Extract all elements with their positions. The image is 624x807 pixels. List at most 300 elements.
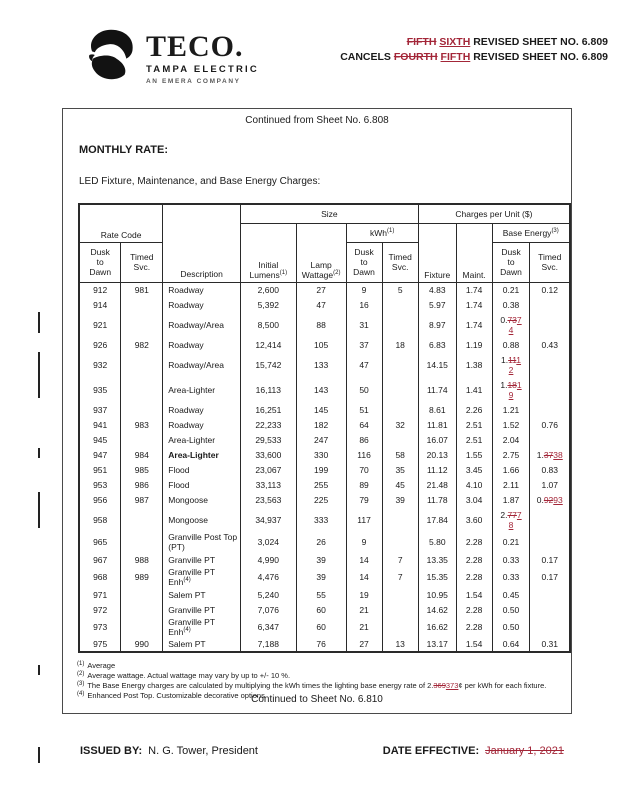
old-revision-word: FIFTH <box>406 36 437 48</box>
rate-code-timed-cell: 983 <box>121 417 163 432</box>
kwh-timed-svc-header: Timed Svc. <box>382 242 418 282</box>
initial-lumens-cell: 16,251 <box>240 402 296 417</box>
fixture-charge-cell: 14.15 <box>418 352 456 377</box>
text: 0.33 <box>502 554 520 565</box>
base-energy-timed-cell <box>530 402 570 417</box>
issued-by-label: ISSUED BY: <box>80 745 143 757</box>
be-dusk-to-dawn-header: Dusk to Dawn <box>492 242 530 282</box>
text: Average <box>87 661 116 670</box>
rate-code-timed-cell: 988 <box>121 552 163 567</box>
teco-swirl-icon <box>84 27 138 83</box>
footnote-marker: (1) <box>77 660 85 667</box>
rate-code-dusk-cell: 937 <box>79 402 121 417</box>
rate-code-dusk-cell: 972 <box>79 602 121 617</box>
kwh-dusk-cell: 9 <box>346 532 382 552</box>
maint-charge-cell: 2.26 <box>456 402 492 417</box>
text: 0.38 <box>502 299 520 310</box>
rate-code-timed-cell: 990 <box>121 637 163 652</box>
text: The Base Energy charges are calculated by multiplying the kWh times the lighting base energy rate of 2. <box>87 681 434 690</box>
maint-charge-cell: 1.41 <box>456 377 492 402</box>
text: 0.12 <box>541 284 559 295</box>
rate-code-timed-cell <box>121 402 163 417</box>
maint-charge-cell: 2.28 <box>456 552 492 567</box>
logo-text <box>146 27 259 85</box>
base-energy-dusk-cell <box>492 402 530 417</box>
kwh-dusk-cell: 47 <box>346 352 382 377</box>
fixture-charge-cell: 20.13 <box>418 447 456 462</box>
description-cell: Granville Post Top (PT) <box>163 532 241 552</box>
description-cell: Flood <box>163 477 241 492</box>
fixture-charge-cell: 10.95 <box>418 587 456 602</box>
base-energy-timed-cell <box>530 567 570 587</box>
continued-to-note: Continued to Sheet No. 6.810 <box>251 694 383 705</box>
initial-lumens-cell: 33,600 <box>240 447 296 462</box>
text: 0. <box>536 494 544 505</box>
deleted-text: 73 <box>507 314 517 325</box>
kwh-timed-cell <box>382 377 418 402</box>
rate-code-dusk-cell: 951 <box>79 462 121 477</box>
base-energy-dusk-cell <box>492 477 530 492</box>
rate-code-dusk-cell: 958 <box>79 507 121 532</box>
lamp-wattage-cell: 39 <box>296 567 346 587</box>
fixture-charge-cell: 21.48 <box>418 477 456 492</box>
initial-lumens-cell: 34,937 <box>240 507 296 532</box>
rate-row-968 <box>79 567 570 587</box>
rate-row-932 <box>79 352 570 377</box>
revision-line-1 <box>340 35 608 50</box>
kwh-timed-cell <box>382 432 418 447</box>
initial-lumens-cell: 7,188 <box>240 637 296 652</box>
lamp-wattage-cell: 60 <box>296 602 346 617</box>
change-bar <box>38 448 40 458</box>
deleted-text: 11 <box>508 354 517 365</box>
be-timed-svc-header: Timed Svc. <box>530 242 570 282</box>
rate-code-dusk-cell: 965 <box>79 532 121 552</box>
charges-group-header: Charges per Unit ($) <box>418 204 570 223</box>
base-energy-timed-cell <box>530 462 570 477</box>
rate-code-timed-cell: 982 <box>121 337 163 352</box>
rate-code-dusk-cell: 914 <box>79 297 121 312</box>
size-group-header: Size <box>240 204 418 223</box>
text: 1.07 <box>541 479 559 490</box>
maint-charge-cell: 1.54 <box>456 637 492 652</box>
maint-charge-cell: 1.54 <box>456 587 492 602</box>
description-cell: Roadway <box>163 417 241 432</box>
rate-code-timed-cell <box>121 507 163 532</box>
logo-brand: TECO. <box>146 30 244 63</box>
base-energy-dusk-cell <box>492 312 530 337</box>
base-energy-dusk-cell <box>492 492 530 507</box>
inserted-text: 7 <box>516 509 522 520</box>
base-energy-dusk-cell <box>492 602 530 617</box>
base-energy-timed-cell <box>530 312 570 337</box>
lamp-wattage-cell: 255 <box>296 477 346 492</box>
kwh-timed-cell <box>382 352 418 377</box>
text: 0.17 <box>541 572 559 582</box>
rate-row-967 <box>79 552 570 567</box>
table-caption: LED Fixture, Maintenance, and Base Energy Charges: <box>79 176 321 187</box>
rate-code-dusk-cell: 973 <box>79 617 121 637</box>
fixture-charge-cell: 6.83 <box>418 337 456 352</box>
base-energy-timed-cell <box>530 282 570 297</box>
teco-logo <box>84 27 259 85</box>
change-bar <box>38 492 40 528</box>
text: ¢ per kWh for each fixture. <box>458 681 547 690</box>
initial-lumens-cell: 12,414 <box>240 337 296 352</box>
base-energy-timed-cell <box>530 352 570 377</box>
base-energy-timed-cell <box>530 447 570 462</box>
lamp-wattage-cell: 105 <box>296 337 346 352</box>
maint-charge-cell: 1.55 <box>456 447 492 462</box>
fixture-header: Fixture <box>418 223 456 282</box>
initial-lumens-cell: 33,113 <box>240 477 296 492</box>
base-energy-dusk-cell <box>492 507 530 532</box>
kwh-dusk-cell: 19 <box>346 587 382 602</box>
rate-row-945 <box>79 432 570 447</box>
initial-lumens-cell: 6,347 <box>240 617 296 637</box>
revision-line-2 <box>340 50 608 65</box>
footnote-marker: (3) <box>77 680 85 687</box>
footnote-marker: (4) <box>77 690 85 697</box>
initial-lumens-cell: 29,533 <box>240 432 296 447</box>
text: 0.43 <box>541 339 559 350</box>
description-cell: Mongoose <box>163 507 241 532</box>
rate-code-timed-cell <box>121 532 163 552</box>
rate-dusk-to-dawn-header: Dusk to Dawn <box>79 242 121 282</box>
rate-code-timed-cell <box>121 587 163 602</box>
description-cell: Roadway <box>163 282 241 297</box>
lamp-wattage-cell: 182 <box>296 417 346 432</box>
base-energy-timed-cell <box>530 552 570 567</box>
rate-code-timed-cell: 985 <box>121 462 163 477</box>
text: 1.21 <box>502 404 520 415</box>
description-cell: Granville PT Enh$^{(4)}$ <box>163 567 241 587</box>
footnote-marker: (2) <box>77 670 85 677</box>
maint-header: Maint. <box>456 223 492 282</box>
initial-lumens-cell: 23,563 <box>240 492 296 507</box>
rate-row-972 <box>79 602 570 617</box>
rate-row-975 <box>79 637 570 652</box>
base-energy-dusk-cell <box>492 567 530 587</box>
kwh-timed-cell <box>382 587 418 602</box>
fixture-charge-cell: 4.83 <box>418 282 456 297</box>
maint-charge-cell: 2.28 <box>456 602 492 617</box>
text: 0.45 <box>502 589 520 600</box>
monthly-rate-heading: MONTHLY RATE: <box>79 144 169 156</box>
kwh-timed-cell: 32 <box>382 417 418 432</box>
kwh-timed-cell: 18 <box>382 337 418 352</box>
issued-by-value: N. G. Tower, President <box>148 745 258 757</box>
rate-code-dusk-cell: 926 <box>79 337 121 352</box>
kwh-dusk-cell: 64 <box>346 417 382 432</box>
logo-tagline: AN EMERA COMPANY <box>146 78 241 85</box>
base-energy-timed-cell <box>530 417 570 432</box>
maint-charge-cell: 4.10 <box>456 477 492 492</box>
kwh-timed-cell <box>382 617 418 637</box>
description-cell: Area-Lighter <box>163 432 241 447</box>
old-cancels-word: FOURTH <box>393 51 438 63</box>
rate-code-dusk-cell: 975 <box>79 637 121 652</box>
base-energy-dusk-cell <box>492 282 530 297</box>
rate-code-dusk-cell: 956 <box>79 492 121 507</box>
initial-lumens-cell: 8,500 <box>240 312 296 337</box>
description-cell: Roadway <box>163 337 241 352</box>
text: Average wattage. Actual wattage may vary by up to +/- 10 %. <box>87 671 291 680</box>
fixture-charge-cell: 8.97 <box>418 312 456 337</box>
lamp-wattage-cell: 27 <box>296 282 346 297</box>
cancels-word: CANCELS <box>340 51 394 63</box>
description-cell: Roadway <box>163 402 241 417</box>
description-cell: Roadway/Area <box>163 312 241 337</box>
base-energy-dusk-cell <box>492 462 530 477</box>
initial-lumens-cell: 22,233 <box>240 417 296 432</box>
base-energy-dusk-cell <box>492 552 530 567</box>
text: 0.88 <box>502 339 520 350</box>
rate-row-973 <box>79 617 570 637</box>
kwh-timed-cell: 39 <box>382 492 418 507</box>
fixture-charge-cell: 8.61 <box>418 402 456 417</box>
initial-lumens-cell: 5,240 <box>240 587 296 602</box>
rate-code-timed-cell <box>121 377 163 402</box>
fixture-charge-cell: 13.17 <box>418 637 456 652</box>
lamp-wattage-cell: 143 <box>296 377 346 402</box>
rate-row-951 <box>79 462 570 477</box>
rate-code-timed-cell <box>121 617 163 637</box>
kwh-dusk-cell: 116 <box>346 447 382 462</box>
text: 0.21 <box>502 284 520 295</box>
base-energy-dusk-cell <box>492 352 530 377</box>
base-energy-timed-cell <box>530 532 570 552</box>
kwh-dusk-cell: 21 <box>346 617 382 637</box>
maint-charge-cell: 2.51 <box>456 417 492 432</box>
rate-row-965 <box>79 532 570 552</box>
maint-charge-cell: 3.45 <box>456 462 492 477</box>
rate-code-dusk-cell: 921 <box>79 312 121 337</box>
footer <box>80 744 564 759</box>
lamp-wattage-cell: 76 <box>296 637 346 652</box>
text: 0.64 <box>502 639 520 649</box>
lamp-wattage-cell: 330 <box>296 447 346 462</box>
kwh-timed-cell: 35 <box>382 462 418 477</box>
deleted-text: 77 <box>507 509 517 520</box>
new-cancels-word: FIFTH <box>440 51 471 63</box>
base-energy-dusk-cell <box>492 377 530 402</box>
text: 2. <box>500 509 508 520</box>
logo-company-name: TAMPA ELECTRIC <box>146 64 259 75</box>
rate-row-921 <box>79 312 570 337</box>
base-energy-timed-cell <box>530 297 570 312</box>
rate-code-dusk-cell: 971 <box>79 587 121 602</box>
rate-row-971 <box>79 587 570 602</box>
initial-lumens-cell: 7,076 <box>240 602 296 617</box>
text: 1. <box>536 449 544 460</box>
lamp-wattage-cell: 47 <box>296 297 346 312</box>
inserted-text: 1 <box>516 354 522 365</box>
deleted-text: 18 <box>507 379 517 390</box>
kwh-timed-cell: 7 <box>382 552 418 567</box>
lamp-wattage-cell: 60 <box>296 617 346 637</box>
fixture-charge-cell: 13.35 <box>418 552 456 567</box>
kwh-dusk-cell: 14 <box>346 567 382 587</box>
text: 2.75 <box>502 449 520 460</box>
text: 0.31 <box>541 639 559 649</box>
sheet-box <box>62 108 572 714</box>
base-energy-timed-cell <box>530 637 570 652</box>
fixture-charge-cell: 5.80 <box>418 532 456 552</box>
change-bar <box>38 312 40 333</box>
text: 0.83 <box>541 464 559 475</box>
footnote-3 <box>77 681 571 691</box>
rate-code-timed-cell: 981 <box>121 282 163 297</box>
cancels-rest: REVISED SHEET NO. 6.809 <box>470 51 608 63</box>
fixture-charge-cell: 15.35 <box>418 567 456 587</box>
fixture-charge-cell: 17.84 <box>418 507 456 532</box>
initial-lumens-cell: 4,990 <box>240 552 296 567</box>
footnote-1 <box>77 661 571 671</box>
kwh-group-header: kWh$^{(1)}$ <box>346 223 418 242</box>
deleted-text: 369 <box>433 681 446 690</box>
kwh-dusk-cell: 70 <box>346 462 382 477</box>
text: 2.11 <box>503 479 519 490</box>
rate-code-timed-cell <box>121 352 163 377</box>
date-effective <box>383 744 564 759</box>
kwh-timed-cell <box>382 507 418 532</box>
base-energy-dusk-cell <box>492 417 530 432</box>
lamp-wattage-cell: 199 <box>296 462 346 477</box>
lamp-wattage-cell: 88 <box>296 312 346 337</box>
description-cell: Mongoose <box>163 492 241 507</box>
fixture-charge-cell: 16.07 <box>418 432 456 447</box>
rate-code-timed-cell: 987 <box>121 492 163 507</box>
base-energy-timed-cell <box>530 432 570 447</box>
date-effective-label: DATE EFFECTIVE: <box>382 745 480 757</box>
kwh-timed-cell: 13 <box>382 637 418 652</box>
maint-charge-cell: 1.74 <box>456 297 492 312</box>
rate-code-dusk-cell: 935 <box>79 377 121 402</box>
fixture-charge-cell: 11.74 <box>418 377 456 402</box>
maint-charge-cell: 3.04 <box>456 492 492 507</box>
text: Enhanced Post Top. Customizable decorative options <box>87 691 265 700</box>
base-energy-timed-cell <box>530 617 570 637</box>
text: 2.04 <box>502 434 520 445</box>
description-cell: Salem PT <box>163 587 241 602</box>
revision-block <box>340 35 608 65</box>
kwh-dusk-cell: 27 <box>346 637 382 652</box>
text: 0.33 <box>502 572 520 582</box>
kwh-timed-cell <box>382 297 418 312</box>
text: 1. <box>501 354 509 365</box>
new-revision-word: SIXTH <box>439 36 471 48</box>
kwh-dusk-cell: 9 <box>346 282 382 297</box>
kwh-dusk-cell: 117 <box>346 507 382 532</box>
inserted-text: 373 <box>445 681 459 690</box>
kwh-timed-cell <box>382 532 418 552</box>
description-header: Description <box>163 204 241 282</box>
initial-lumens-cell: 2,600 <box>240 282 296 297</box>
change-bar <box>38 747 40 763</box>
date-effective-value: January 1, 2021 <box>485 745 564 757</box>
rate-code-dusk-cell: 968 <box>79 567 121 587</box>
base-energy-timed-cell <box>530 602 570 617</box>
maint-charge-cell: 2.28 <box>456 567 492 587</box>
lamp-wattage-cell: 145 <box>296 402 346 417</box>
kwh-dusk-cell: 86 <box>346 432 382 447</box>
inserted-text: 9 <box>508 389 514 400</box>
rate-row-956 <box>79 492 570 507</box>
kwh-timed-cell <box>382 312 418 337</box>
rate-code-timed-cell: 984 <box>121 447 163 462</box>
initial-lumens-cell: 15,742 <box>240 352 296 377</box>
base-energy-dusk-cell <box>492 297 530 312</box>
rate-timed-svc-header: Timed Svc. <box>121 242 163 282</box>
rate-code-timed-cell <box>121 602 163 617</box>
rate-row-937 <box>79 402 570 417</box>
base-energy-timed-cell <box>530 587 570 602</box>
maint-charge-cell: 2.51 <box>456 432 492 447</box>
text: 0.76 <box>541 419 559 430</box>
lamp-wattage-cell: 39 <box>296 552 346 567</box>
lamp-wattage-cell: 247 <box>296 432 346 447</box>
rate-table-body <box>79 282 570 652</box>
deleted-text: 92 <box>543 494 554 505</box>
fixture-charge-cell: 11.81 <box>418 417 456 432</box>
rate-code-dusk-cell: 967 <box>79 552 121 567</box>
rate-code-dusk-cell: 945 <box>79 432 121 447</box>
initial-lumens-cell: 3,024 <box>240 532 296 552</box>
kwh-timed-cell <box>382 402 418 417</box>
description-cell: Granville PT Enh$^{(4)}$ <box>163 617 241 637</box>
rate-row-941 <box>79 417 570 432</box>
kwh-dusk-to-dawn-header: Dusk to Dawn <box>346 242 382 282</box>
text: 0.50 <box>502 622 520 632</box>
kwh-dusk-cell: 89 <box>346 477 382 492</box>
text: 0.21 <box>502 537 520 547</box>
kwh-dusk-cell: 31 <box>346 312 382 337</box>
inserted-text: 2 <box>508 364 514 375</box>
revision-rest: REVISED SHEET NO. 6.809 <box>470 36 608 48</box>
deleted-text: 37 <box>543 449 554 460</box>
text: 0. <box>500 314 508 325</box>
kwh-dusk-cell: 14 <box>346 552 382 567</box>
base-energy-dusk-cell <box>492 617 530 637</box>
rate-code-group-header: Rate Code <box>79 204 163 242</box>
base-energy-timed-cell <box>530 507 570 532</box>
maint-charge-cell: 1.74 <box>456 312 492 337</box>
maint-charge-cell: 1.19 <box>456 337 492 352</box>
base-energy-timed-cell <box>530 492 570 507</box>
fixture-charge-cell: 11.12 <box>418 462 456 477</box>
continued-from-note: Continued from Sheet No. 6.808 <box>245 115 389 126</box>
initial-lumens-header: Initial Lumens$^{(1)}$ <box>240 223 296 282</box>
rate-code-dusk-cell: 953 <box>79 477 121 492</box>
rate-row-914 <box>79 297 570 312</box>
maint-charge-cell: 2.28 <box>456 617 492 637</box>
fixture-charge-cell: 14.62 <box>418 602 456 617</box>
kwh-timed-cell: 7 <box>382 567 418 587</box>
kwh-dusk-cell: 79 <box>346 492 382 507</box>
initial-lumens-cell: 4,476 <box>240 567 296 587</box>
rate-row-958 <box>79 507 570 532</box>
base-energy-dusk-cell <box>492 637 530 652</box>
description-cell: Flood <box>163 462 241 477</box>
inserted-text: 38 <box>553 449 563 460</box>
description-cell: Area-Lighter <box>163 447 241 462</box>
inserted-text: 7 <box>516 314 522 325</box>
footnote-2 <box>77 671 571 681</box>
kwh-timed-cell: 45 <box>382 477 418 492</box>
maint-charge-cell: 1.38 <box>456 352 492 377</box>
rate-row-947 <box>79 447 570 462</box>
